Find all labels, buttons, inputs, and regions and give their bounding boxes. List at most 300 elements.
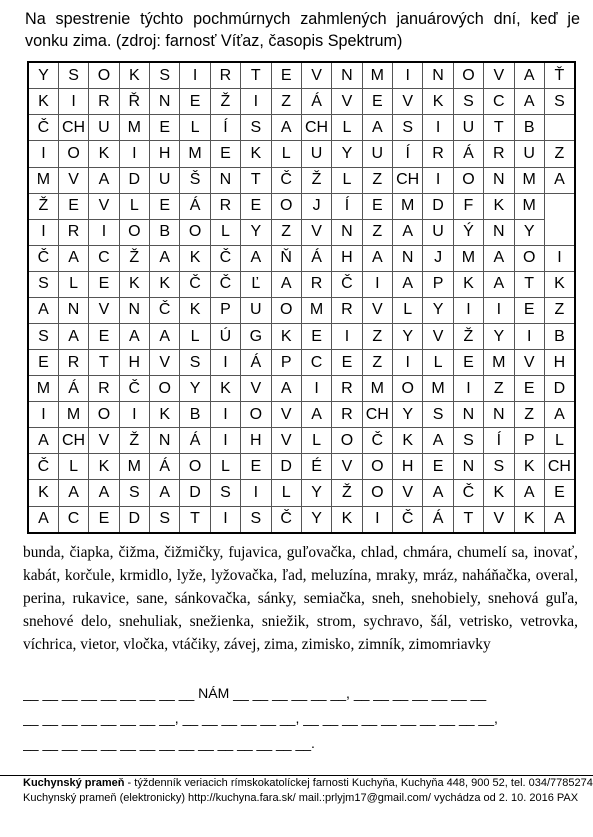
- grid-cell: Á: [301, 245, 331, 271]
- grid-cell: F: [453, 193, 483, 219]
- publication-name: Kuchynský prameň: [23, 777, 125, 789]
- grid-cell: O: [180, 219, 210, 245]
- grid-cell: V: [150, 350, 180, 376]
- grid-cell: Y: [301, 506, 331, 533]
- grid-cell: N: [453, 402, 483, 428]
- grid-cell: Š: [180, 167, 210, 193]
- grid-cell: Y: [423, 297, 453, 323]
- footer-line-1: [23, 776, 593, 791]
- grid-cell: Č: [271, 506, 301, 533]
- grid-cell: V: [332, 454, 362, 480]
- grid-cell: E: [544, 480, 575, 506]
- grid-cell: L: [332, 115, 362, 141]
- grid-cell: Č: [210, 271, 240, 297]
- grid-cell: S: [28, 323, 58, 349]
- grid-cell: I: [28, 141, 58, 167]
- grid-cell: Ň: [271, 245, 301, 271]
- grid-cell: N: [393, 245, 423, 271]
- grid-row: [28, 350, 575, 376]
- grid-cell: S: [150, 62, 180, 89]
- publication-description: - týždenník veriacich rímskokatolíckej farnosti Kuchyňa, Kuchyňa 448, 900 52, tel. 034/7785274: [124, 777, 593, 789]
- grid-cell: H: [150, 141, 180, 167]
- grid-cell: Á: [301, 89, 331, 115]
- grid-row: [28, 454, 575, 480]
- grid-cell: E: [89, 271, 119, 297]
- grid-cell: T: [89, 350, 119, 376]
- grid-cell: I: [362, 271, 392, 297]
- grid-cell: A: [89, 480, 119, 506]
- grid-row: [28, 245, 575, 271]
- grid-cell: O: [180, 454, 210, 480]
- grid-cell: O: [89, 62, 119, 89]
- grid-cell: A: [58, 323, 88, 349]
- grid-cell: I: [58, 89, 88, 115]
- grid-cell: V: [241, 376, 271, 402]
- grid-cell: S: [180, 350, 210, 376]
- grid-cell: L: [58, 454, 88, 480]
- grid-cell: I: [544, 245, 575, 271]
- grid-cell: A: [28, 506, 58, 533]
- grid-cell: Č: [362, 428, 392, 454]
- grid-cell: K: [544, 271, 575, 297]
- grid-cell: Á: [423, 506, 453, 533]
- grid-cell: A: [393, 219, 423, 245]
- grid-cell: M: [453, 245, 483, 271]
- grid-cell: L: [210, 219, 240, 245]
- grid-cell: K: [453, 271, 483, 297]
- grid-cell: A: [150, 480, 180, 506]
- grid-cell: I: [453, 376, 483, 402]
- grid-cell: K: [180, 245, 210, 271]
- grid-cell: K: [241, 141, 271, 167]
- grid-cell: C: [301, 350, 331, 376]
- grid-cell: Ž: [119, 428, 149, 454]
- grid-cell: E: [89, 506, 119, 533]
- grid-cell: A: [301, 402, 331, 428]
- grid-cell: K: [150, 271, 180, 297]
- grid-cell: A: [119, 323, 149, 349]
- grid-cell: S: [423, 402, 453, 428]
- grid-cell: A: [271, 271, 301, 297]
- grid-cell: U: [241, 297, 271, 323]
- grid-cell: I: [119, 141, 149, 167]
- grid-cell: K: [89, 141, 119, 167]
- grid-cell: A: [271, 115, 301, 141]
- grid-cell: L: [301, 428, 331, 454]
- grid-cell: É: [301, 454, 331, 480]
- grid-cell: V: [484, 506, 514, 533]
- grid-row: [28, 428, 575, 454]
- grid-cell: V: [271, 428, 301, 454]
- grid-cell: A: [271, 376, 301, 402]
- grid-cell: Á: [180, 428, 210, 454]
- grid-row: [28, 141, 575, 167]
- grid-cell: T: [180, 506, 210, 533]
- grid-cell: S: [393, 115, 423, 141]
- grid-cell: V: [89, 428, 119, 454]
- grid-cell: O: [514, 245, 544, 271]
- footer-line-2: Kuchynský prameň (elektronicky) http://kuchyna.fara.sk/ mail.:prlyjm17@gmail.com/ vychádza od 2. 10. 2016 PAX: [23, 792, 579, 804]
- grid-cell: B: [514, 115, 544, 141]
- grid-cell: Z: [514, 402, 544, 428]
- grid-cell: Y: [180, 376, 210, 402]
- grid-cell: L: [423, 350, 453, 376]
- grid-cell: A: [150, 245, 180, 271]
- grid-cell: Č: [119, 376, 149, 402]
- grid-cell: L: [58, 271, 88, 297]
- grid-cell: E: [210, 141, 240, 167]
- grid-cell: I: [28, 219, 58, 245]
- grid-cell: I: [210, 506, 240, 533]
- grid-cell: K: [332, 506, 362, 533]
- grid-cell: E: [423, 454, 453, 480]
- grid-cell: Ú: [210, 323, 240, 349]
- grid-cell: H: [544, 350, 575, 376]
- grid-cell: A: [393, 271, 423, 297]
- grid-cell: I: [484, 297, 514, 323]
- grid-row: [28, 402, 575, 428]
- grid-cell: Č: [271, 167, 301, 193]
- grid-cell: A: [362, 245, 392, 271]
- grid-cell: A: [58, 245, 88, 271]
- grid-row: [28, 506, 575, 533]
- grid-cell: L: [210, 454, 240, 480]
- grid-cell: G: [241, 323, 271, 349]
- grid-cell: Y: [514, 219, 544, 245]
- grid-cell: Č: [453, 480, 483, 506]
- grid-cell: J: [423, 245, 453, 271]
- grid-cell: CH: [544, 454, 575, 480]
- grid-cell: A: [544, 506, 575, 533]
- grid-cell: S: [210, 480, 240, 506]
- grid-cell: M: [301, 297, 331, 323]
- grid-cell: M: [28, 376, 58, 402]
- grid-cell: R: [332, 376, 362, 402]
- grid-cell: A: [544, 402, 575, 428]
- grid-cell: R: [332, 297, 362, 323]
- grid-cell: A: [484, 271, 514, 297]
- grid-cell: O: [453, 62, 483, 89]
- grid-cell: Í: [393, 141, 423, 167]
- grid-cell: Z: [362, 219, 392, 245]
- grid-cell: A: [544, 167, 575, 193]
- grid-cell: I: [393, 350, 423, 376]
- grid-cell: I: [453, 297, 483, 323]
- grid-cell: O: [332, 428, 362, 454]
- grid-cell: D: [271, 454, 301, 480]
- grid-cell: M: [180, 141, 210, 167]
- grid-cell: CH: [362, 402, 392, 428]
- grid-cell: Z: [544, 297, 575, 323]
- grid-cell: M: [393, 193, 423, 219]
- grid-cell: M: [423, 376, 453, 402]
- grid-cell: L: [180, 115, 210, 141]
- answer-line-2: __ __ __ __ __ __ __ __, __ __ __ __ __ __, __ __ __ __ __ __ __ __ __ __,: [23, 710, 498, 726]
- grid-cell: U: [89, 115, 119, 141]
- grid-cell: A: [484, 245, 514, 271]
- grid-cell: Y: [332, 141, 362, 167]
- grid-cell: A: [241, 245, 271, 271]
- grid-cell: Č: [210, 245, 240, 271]
- grid-cell: K: [28, 480, 58, 506]
- grid-cell: O: [362, 480, 392, 506]
- grid-cell: Č: [180, 271, 210, 297]
- grid-cell: S: [544, 89, 575, 115]
- grid-cell: A: [514, 89, 544, 115]
- grid-cell: B: [180, 402, 210, 428]
- grid-cell: L: [544, 428, 575, 454]
- grid-cell: U: [362, 141, 392, 167]
- grid-cell: N: [484, 167, 514, 193]
- grid-cell: D: [119, 506, 149, 533]
- grid-cell: I: [332, 323, 362, 349]
- grid-cell: O: [362, 454, 392, 480]
- grid-cell: E: [514, 297, 544, 323]
- grid-cell: R: [423, 141, 453, 167]
- grid-cell: K: [28, 89, 58, 115]
- grid-cell: O: [241, 402, 271, 428]
- grid-cell: Y: [484, 323, 514, 349]
- grid-cell: Z: [484, 376, 514, 402]
- grid-cell: B: [150, 219, 180, 245]
- grid-cell: M: [484, 350, 514, 376]
- grid-cell: O: [150, 376, 180, 402]
- word-search-grid: [27, 61, 576, 534]
- grid-cell: I: [119, 402, 149, 428]
- grid-cell: U: [150, 167, 180, 193]
- grid-cell: N: [332, 62, 362, 89]
- grid-cell: E: [58, 193, 88, 219]
- grid-cell: N: [119, 297, 149, 323]
- grid-cell: V: [89, 297, 119, 323]
- grid-cell: E: [150, 115, 180, 141]
- grid-cell: L: [393, 297, 423, 323]
- grid-cell: P: [423, 271, 453, 297]
- grid-cell: R: [210, 193, 240, 219]
- grid-cell: M: [362, 376, 392, 402]
- grid-cell: C: [58, 506, 88, 533]
- grid-cell: M: [514, 167, 544, 193]
- grid-cell: P: [210, 297, 240, 323]
- grid-cell: O: [393, 376, 423, 402]
- grid-cell: V: [58, 167, 88, 193]
- grid-cell: E: [301, 323, 331, 349]
- grid-cell: E: [271, 62, 301, 89]
- grid-cell: A: [28, 428, 58, 454]
- grid-cell: R: [332, 402, 362, 428]
- grid-cell: T: [484, 115, 514, 141]
- grid-cell: V: [393, 89, 423, 115]
- grid-cell: N: [332, 219, 362, 245]
- grid-cell: Y: [393, 402, 423, 428]
- grid-cell: V: [89, 193, 119, 219]
- grid-cell: S: [150, 506, 180, 533]
- answer-line-3: __ __ __ __ __ __ __ __ __ __ __ __ __ __ __.: [23, 735, 315, 751]
- grid-cell: I: [241, 480, 271, 506]
- grid-cell: S: [28, 271, 58, 297]
- grid-cell: N: [150, 89, 180, 115]
- grid-cell: P: [271, 350, 301, 376]
- grid-row: [28, 115, 575, 141]
- grid-cell: K: [271, 323, 301, 349]
- grid-cell: R: [301, 271, 331, 297]
- grid-cell: E: [453, 350, 483, 376]
- grid-row: [28, 297, 575, 323]
- grid-cell: I: [423, 115, 453, 141]
- grid-cell: A: [150, 323, 180, 349]
- grid-cell: V: [301, 219, 331, 245]
- grid-cell: V: [393, 480, 423, 506]
- word-list: bunda, čiapka, čižma, čižmičky, fujavica, guľovačka, chlad, chmára, chumelí sa, inovať, kabát, korčule, krmidlo, lyže, lyžovačka, ľad, meluzína, mraky, mráz, naháňačka, overal, perina, rukavice, sane, sánkovačka, sánky, semiačka, sneh, snehobiely, snehová guľa, snehové delo, snehuliak, snežienka, sniežik, strom, sychravo, šál, vetrisko, vetrovka, víchrica, vietor, vločka, vtáčiky, závej, zima, zimisko, zimník, zimomriavky: [23, 544, 578, 653]
- grid-cell: H: [332, 245, 362, 271]
- grid-cell: E: [514, 376, 544, 402]
- grid-cell: L: [271, 141, 301, 167]
- grid-row: [28, 62, 575, 89]
- grid-cell: O: [271, 193, 301, 219]
- grid-cell: Í: [332, 193, 362, 219]
- grid-cell: L: [332, 167, 362, 193]
- grid-cell: A: [362, 115, 392, 141]
- grid-cell: M: [514, 193, 544, 219]
- grid-cell: U: [514, 141, 544, 167]
- grid-cell: Č: [332, 271, 362, 297]
- grid-cell: Ž: [119, 245, 149, 271]
- grid-cell: N: [484, 219, 514, 245]
- grid-cell: Á: [241, 350, 271, 376]
- grid-cell: Ř: [119, 89, 149, 115]
- grid-cell: M: [119, 454, 149, 480]
- grid-cell: Y: [241, 219, 271, 245]
- grid-cell: A: [423, 428, 453, 454]
- grid-cell: D: [180, 480, 210, 506]
- grid-cell: I: [423, 167, 453, 193]
- footer: [0, 775, 593, 806]
- grid-row: [28, 323, 575, 349]
- grid-cell: K: [484, 480, 514, 506]
- grid-cell: L: [271, 480, 301, 506]
- grid-cell: K: [484, 193, 514, 219]
- grid-cell: S: [241, 506, 271, 533]
- grid-cell: Ť: [544, 62, 575, 89]
- grid-cell: Ž: [453, 323, 483, 349]
- grid-cell: D: [119, 167, 149, 193]
- grid-row: [28, 271, 575, 297]
- grid-cell: Č: [28, 245, 58, 271]
- grid-cell: CH: [58, 115, 88, 141]
- grid-cell: Ž: [301, 167, 331, 193]
- grid-cell: Y: [28, 62, 58, 89]
- grid-cell: N: [484, 402, 514, 428]
- grid-cell: Y: [393, 323, 423, 349]
- grid-cell: R: [89, 376, 119, 402]
- grid-cell: Y: [301, 480, 331, 506]
- grid-cell: V: [271, 402, 301, 428]
- grid-cell: Í: [210, 115, 240, 141]
- grid-cell: S: [453, 89, 483, 115]
- grid-cell: N: [58, 297, 88, 323]
- grid-cell: I: [301, 376, 331, 402]
- grid-cell: E: [362, 89, 392, 115]
- grid-cell: I: [393, 62, 423, 89]
- grid-cell: S: [241, 115, 271, 141]
- grid-cell: T: [241, 167, 271, 193]
- grid-cell: E: [150, 193, 180, 219]
- grid-cell: C: [89, 245, 119, 271]
- grid-cell: O: [119, 219, 149, 245]
- grid-row: [28, 167, 575, 193]
- grid-cell: I: [210, 428, 240, 454]
- grid-row: [28, 376, 575, 402]
- grid-cell: N: [150, 428, 180, 454]
- grid-cell: M: [58, 402, 88, 428]
- grid-cell: Ž: [332, 480, 362, 506]
- grid-cell: D: [423, 193, 453, 219]
- grid-cell: Ľ: [241, 271, 271, 297]
- grid-cell: A: [58, 480, 88, 506]
- grid-cell: E: [89, 323, 119, 349]
- grid-cell: J: [301, 193, 331, 219]
- grid-cell: I: [362, 506, 392, 533]
- grid-cell: B: [544, 323, 575, 349]
- grid-cell: K: [210, 376, 240, 402]
- intro-text: Na spestrenie týchto pochmúrnych zahmlených januárových dní, keď je vonku zima. (zdroj: farnosť Víťaz, časopis Spektrum): [25, 10, 580, 50]
- grid-cell: Z: [271, 89, 301, 115]
- grid-cell: V: [301, 62, 331, 89]
- grid-cell: I: [210, 350, 240, 376]
- grid-cell: A: [423, 480, 453, 506]
- grid-cell: L: [180, 323, 210, 349]
- grid-row: [28, 193, 575, 219]
- grid-cell: N: [423, 62, 453, 89]
- grid-cell: K: [393, 428, 423, 454]
- grid-cell: R: [210, 62, 240, 89]
- grid-cell: Á: [180, 193, 210, 219]
- grid-cell: Á: [150, 454, 180, 480]
- grid-row: [28, 219, 575, 245]
- grid-cell: CH: [301, 115, 331, 141]
- grid-cell: Z: [544, 141, 575, 167]
- grid-cell: P: [514, 428, 544, 454]
- grid-cell: R: [58, 350, 88, 376]
- grid-cell: O: [58, 141, 88, 167]
- grid-cell: V: [362, 297, 392, 323]
- grid-cell: A: [514, 62, 544, 89]
- grid-cell: Ž: [210, 89, 240, 115]
- grid-cell: I: [180, 62, 210, 89]
- grid-cell: R: [484, 141, 514, 167]
- grid-cell: V: [423, 323, 453, 349]
- grid-cell: O: [271, 297, 301, 323]
- grid-cell: R: [89, 89, 119, 115]
- grid-cell: H: [393, 454, 423, 480]
- grid-cell: Z: [271, 219, 301, 245]
- grid-cell: D: [544, 376, 575, 402]
- grid-cell: S: [453, 428, 483, 454]
- grid-cell: E: [332, 350, 362, 376]
- grid-cell: Ž: [28, 193, 58, 219]
- grid-cell: V: [332, 89, 362, 115]
- answer-line-1: __ __ __ __ __ __ __ __ __ NÁM __ __ __ __ __ __, __ __ __ __ __ __ __: [23, 685, 487, 701]
- grid-cell: U: [453, 115, 483, 141]
- grid-cell: S: [119, 480, 149, 506]
- grid-cell: T: [453, 506, 483, 533]
- grid-cell: E: [241, 193, 271, 219]
- grid-cell: E: [28, 350, 58, 376]
- grid-cell: S: [58, 62, 88, 89]
- grid-cell: Č: [28, 115, 58, 141]
- grid-cell: E: [241, 454, 271, 480]
- grid-cell: Č: [393, 506, 423, 533]
